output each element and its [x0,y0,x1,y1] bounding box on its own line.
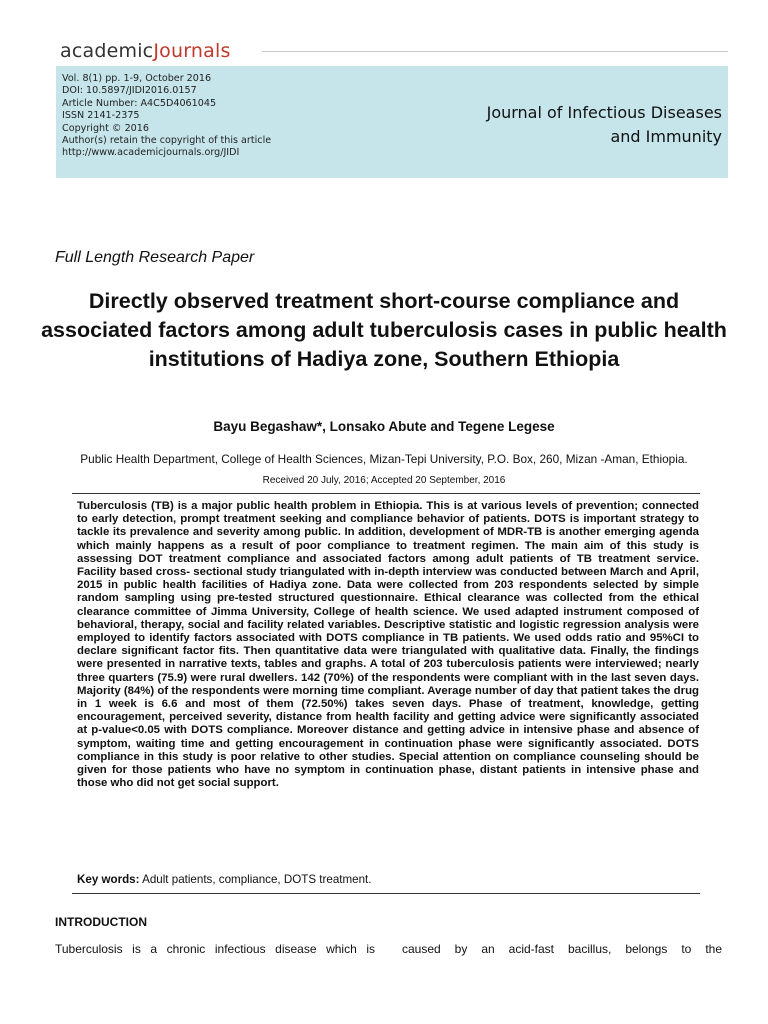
keywords-value: Adult patients, compliance, DOTS treatment. [142,873,372,886]
meta-url: http://www.academicjournals.org/JIDI [62,147,240,159]
keywords-label: Key words: [77,873,140,886]
journal-name [487,101,722,149]
meta-doi: DOI: 10.5897/JIDI2016.0157 [62,85,197,97]
introduction-column-left: Tuberculosis is a chronic infectious disease which is [55,942,375,956]
meta-rights: Author(s) retain the copyright of this article [62,135,272,147]
header-divider [262,51,728,52]
introduction-heading: INTRODUCTION [55,915,147,929]
abstract-text: Tuberculosis (TB) is a major public health problem in Ethiopia. This is at various levels of prevention; connected to early detection, prompt treatment seeking and compliance behavior of patients. DOTS is important strategy to tackle its prevalence and severity among public. In addition, development of MDR-TB is another emerging agenda which mainly happens as a result of poor compliance to treatment regimen. The main aim of this study is assessing DOT treatment compliance and associated factors among adult patients of TB treatment service. Facility based cross- sectional study triangulated with in-depth interview was conducted between March and April, 2015 in public health facilities of Hadiya zone. Data were collected from 203 respondents selected by simple random sampling using pre-tested structured questionnaire. Ethical clearance was collected from the ethical clearance committee of Jimma University, College of health science. We used adapted instrument composed of behavioral, therapy, social and facility related variables. Descriptive statistic and logistic regression analysis were employed to identify factors associated with DOTS compliance in TB patients. We used odds ratio and 95%CI to declare significant factor fits. Then quantitative data were triangulated with qualitative data. Finally, the findings were presented in narrative texts, tables and graphs. A total of 203 tuberculosis patients were interviewed; nearly three quarters (75.9) were rural dwellers. 142 (70%) of the respondents were compliant with in the last seven days. Majority (84%) of the respondents were morning time compliant. Average number of day that patient takes the drug in 1 week is 6.6 and most of them (72.50%) takes seven days. Phase of treatment, knowledge, getting encouragement, perceived severity, distance from health facility and getting advice were significantly associated at p-value<0.05 with DOTS compliance. Moreover distance and getting advice in intensive phase and absence of symptom, waiting time and getting encouragement in continuation phase were significantly associated. DOTS compliance in this study is poor relative to other studies. Special attention on compliance counseling should be given for those patients who have no symptom in continuation phase, distant patients in intensive phase and those who did not get social support. [77,500,699,790]
keywords [77,873,372,886]
logo-text-academic: academic [60,40,154,62]
logo-text-journals: Journals [153,40,231,62]
introduction-column-right: caused by an acid-fast bacillus, belongs to the [402,942,722,956]
publisher-logo [60,40,231,62]
abstract-top-rule [72,493,700,494]
meta-article-number: Article Number: A4C5D4061045 [62,97,217,109]
paper-type: Full Length Research Paper [55,249,255,266]
meta-copyright: Copyright © 2016 [62,122,149,134]
article-metadata [62,73,271,160]
journal-name-line2: and Immunity [610,127,722,146]
received-dates: Received 20 July, 2016; Accepted 20 September, 2016 [262,475,506,486]
abstract-bottom-rule [72,893,700,894]
meta-issn: ISSN 2141-2375 [62,110,140,122]
journal-name-line1: Journal of Infectious Diseases [486,103,722,122]
author-affiliation: Public Health Department, College of Health Sciences, Mizan-Tepi University, P.O. Box, 260, Mizan -Aman, Ethiopia. [80,452,688,466]
paper-authors: Bayu Begashaw*, Lonsako Abute and Tegene Legese [213,419,555,434]
meta-volume: Vol. 8(1) pp. 1-9, October 2016 [62,73,212,84]
paper-title: Directly observed treatment short-course compliance and associated factors among adult tuberculosis cases in public health institutions of Hadiya zone, Southern Ethiopia [41,289,727,371]
